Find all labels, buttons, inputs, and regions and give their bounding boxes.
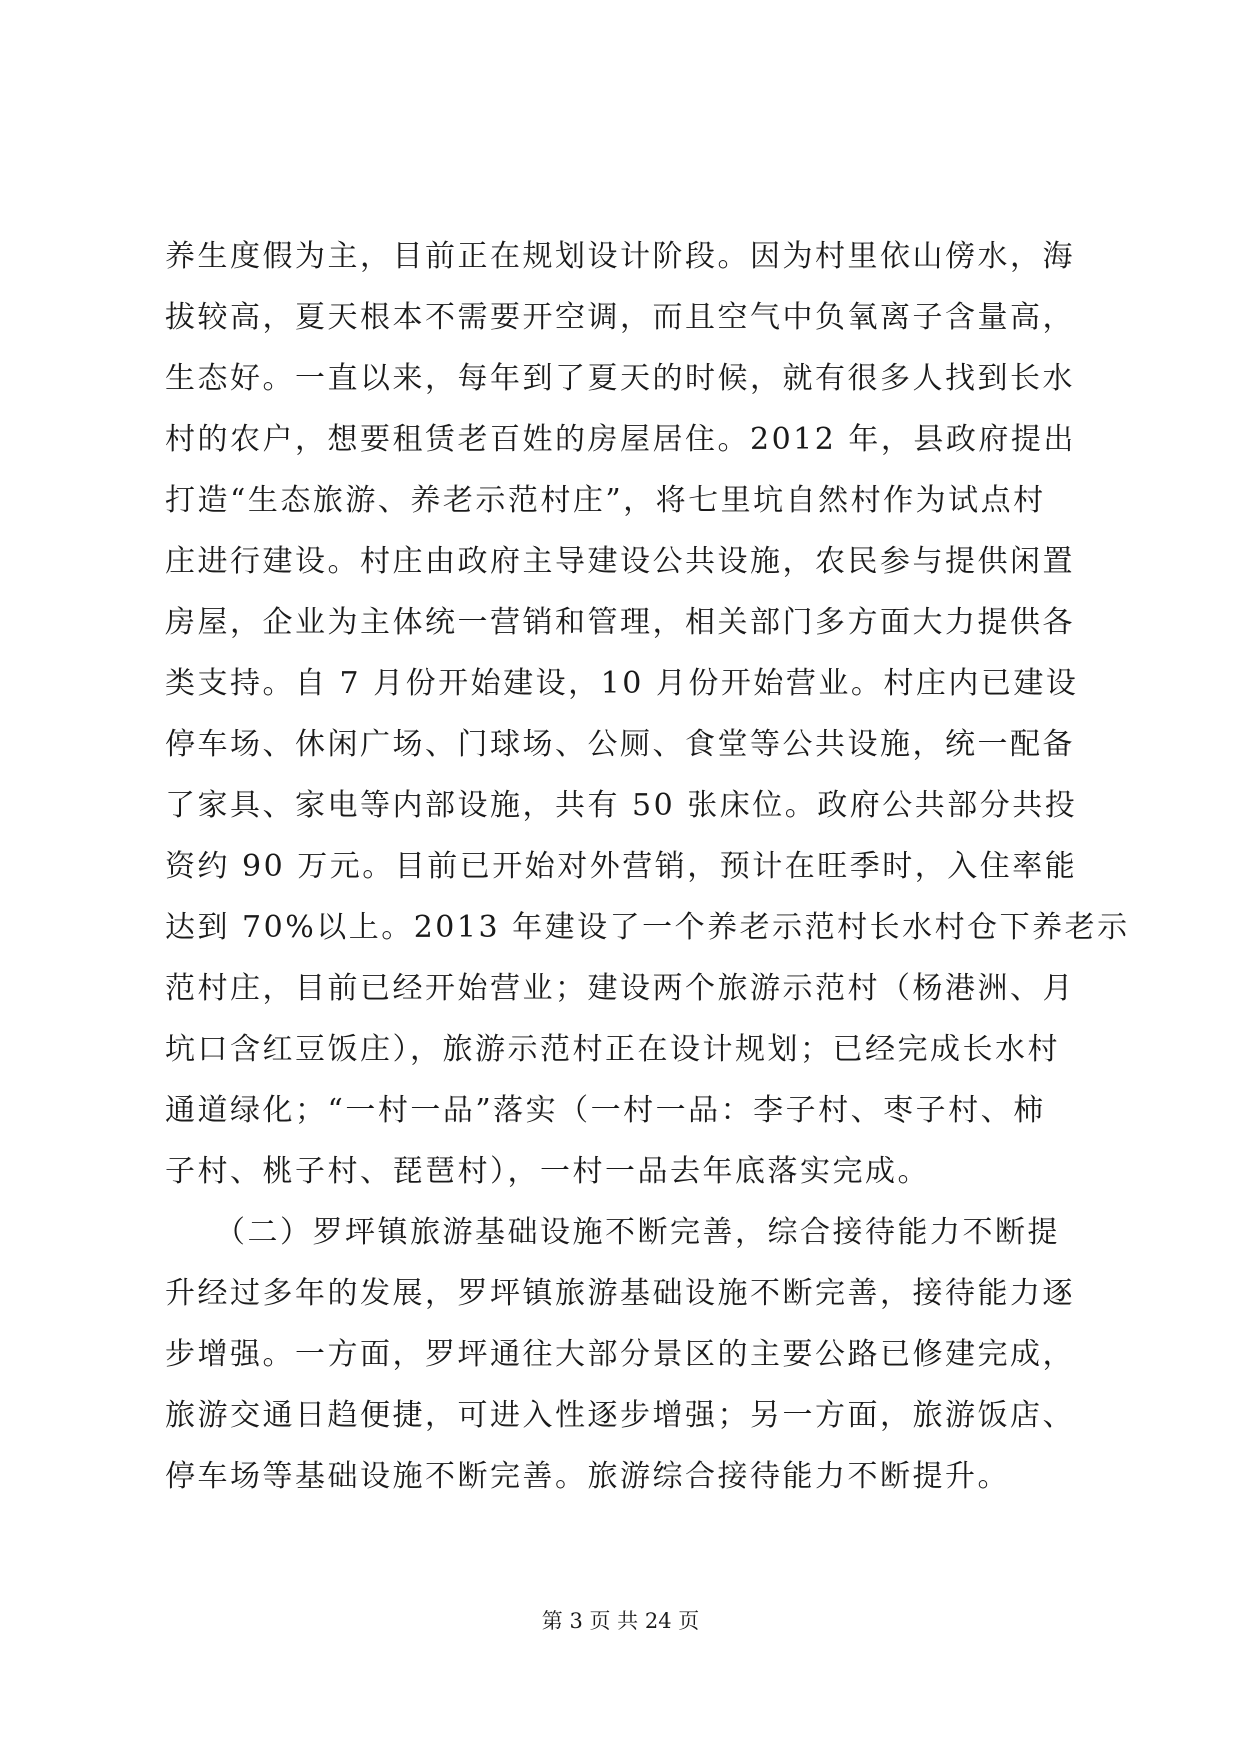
text-line: 拔较高，夏天根本不需要开空调，而且空气中负氧离子含量高， <box>165 300 1075 335</box>
text-line: 打造“生态旅游、养老示范村庄”，将七里坑自然村作为试点村 <box>165 483 1046 518</box>
text-line: 房屋，企业为主体统一营销和管理，相关部门多方面大力提供各 <box>165 605 1075 640</box>
text-line: 范村庄，目前已经开始营业；建设两个旅游示范村（杨港洲、月 <box>165 971 1075 1006</box>
page-number-footer: 第 3 页 共 24 页 <box>541 1609 700 1633</box>
text-line: 资约 90 万元。目前已开始对外营销，预计在旺季时，入住率能 <box>165 849 1078 884</box>
body-text <box>165 226 1130 1507</box>
text-line: 生态好。一直以来，每年到了夏天的时候，就有很多人找到长水 <box>165 361 1075 396</box>
text-line: 类支持。自 7 月份开始建设，10 月份开始营业。村庄内已建设 <box>165 666 1079 701</box>
section-heading-line: （二）罗坪镇旅游基础设施不断完善，综合接待能力不断提 <box>165 1215 1060 1250</box>
text-line: 停车场等基础设施不断完善。旅游综合接待能力不断提升。 <box>165 1459 1010 1494</box>
text-line: 步增强。一方面，罗坪通往大部分景区的主要公路已修建完成， <box>165 1337 1075 1372</box>
text-line: 庄进行建设。村庄由政府主导建设公共设施，农民参与提供闲置 <box>165 544 1075 579</box>
text-line: 达到 70%以上。2013 年建设了一个养老示范村长水村仓下养老示 <box>165 910 1130 945</box>
text-line: 子村、桃子村、琵琶村），一村一品去年底落实完成。 <box>165 1154 930 1189</box>
text-line: 了家具、家电等内部设施，共有 50 张床位。政府公共部分共投 <box>165 788 1078 823</box>
text-line: 停车场、休闲广场、门球场、公厕、食堂等公共设施，统一配备 <box>165 727 1075 762</box>
text-line: 升经过多年的发展，罗坪镇旅游基础设施不断完善，接待能力逐 <box>165 1276 1075 1311</box>
text-line: 养生度假为主，目前正在规划设计阶段。因为村里依山傍水，海 <box>165 239 1075 274</box>
text-line: 通道绿化；“一村一品”落实（一村一品：李子村、枣子村、柿 <box>165 1093 1046 1128</box>
text-line: 坑口含红豆饭庄），旅游示范村正在设计规划；已经完成长水村 <box>165 1032 1060 1067</box>
text-line: 村的农户，想要租赁老百姓的房屋居住。2012 年，县政府提出 <box>165 422 1076 457</box>
text-line: 旅游交通日趋便捷，可进入性逐步增强；另一方面，旅游饭店、 <box>165 1398 1075 1433</box>
